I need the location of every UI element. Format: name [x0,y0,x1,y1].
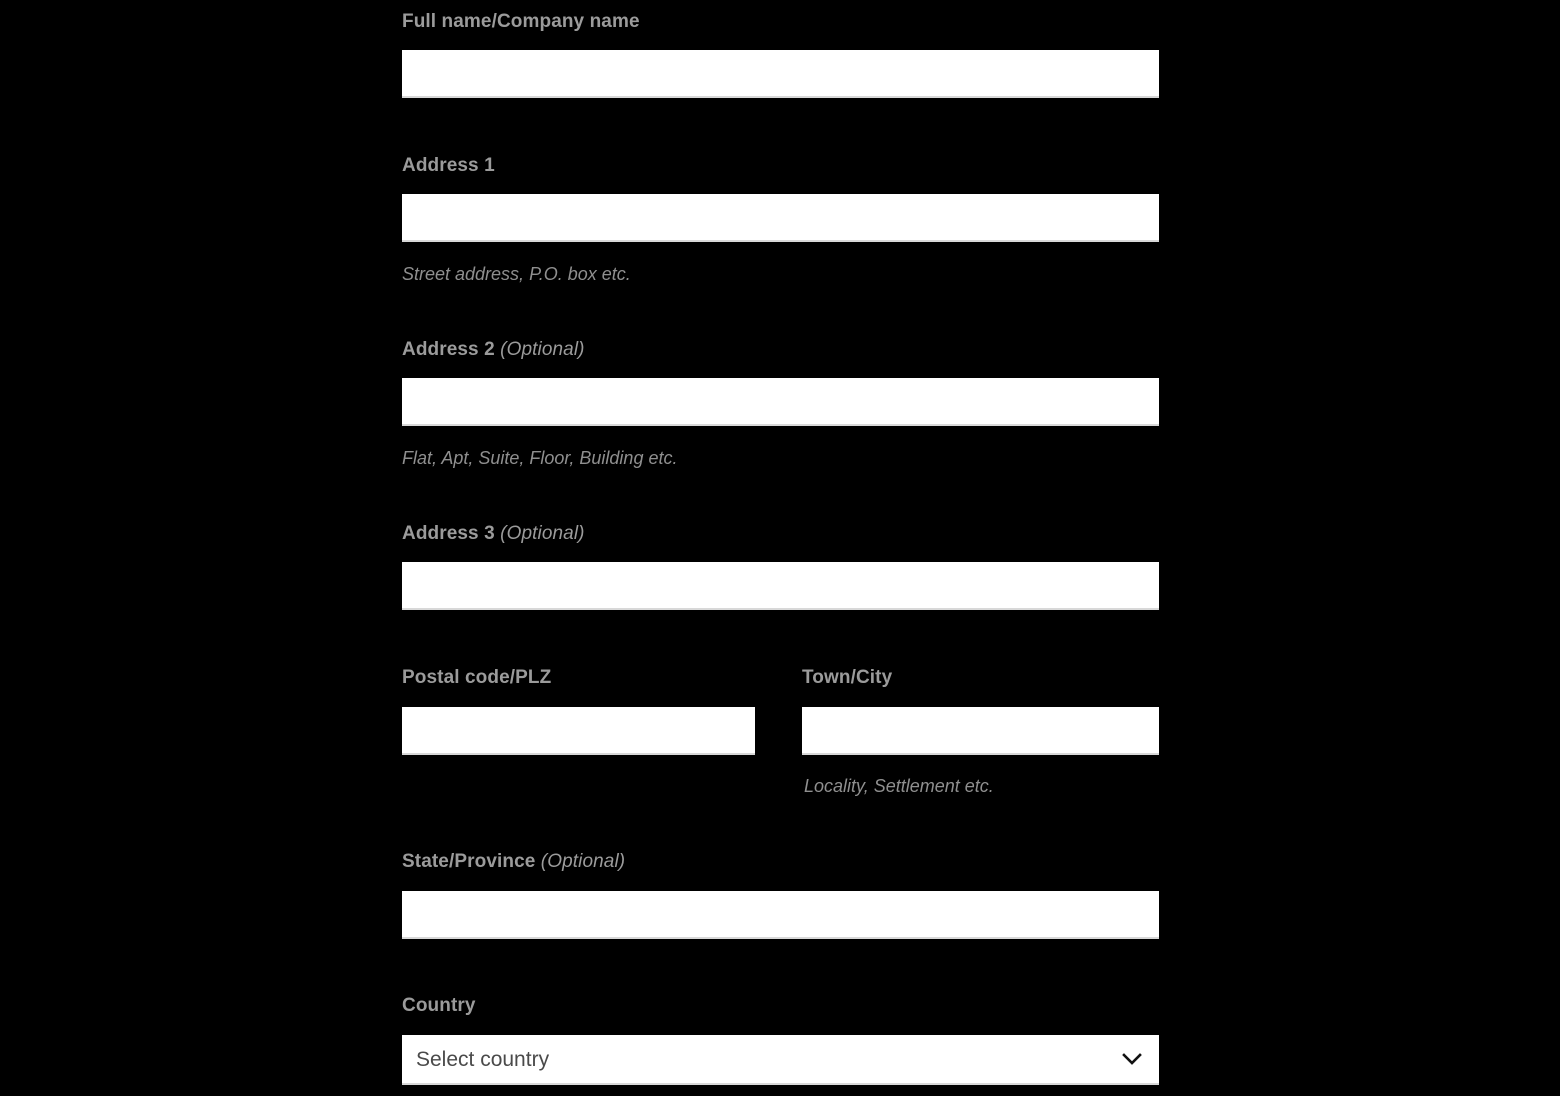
full-name-label [402,12,640,31]
full-name-input[interactable] [402,50,1159,98]
town-city-hint: Locality, Settlement etc. [804,776,994,796]
town-city-input[interactable] [802,707,1159,755]
address-1-label [402,156,495,175]
address-1-hint: Street address, P.O. box etc. [402,264,631,284]
country-label [402,996,476,1015]
state-province-optional-tag: (Optional) [540,851,626,872]
town-city-label-text: Town/City [802,667,893,688]
postal-code-input[interactable] [402,707,755,755]
postal-code-label [402,668,551,687]
address-3-input[interactable] [402,562,1159,610]
address-2-input[interactable] [402,378,1159,426]
address-3-label-text: Address 3 [402,523,495,544]
address-2-label [402,340,585,359]
country-select-value: Select country [416,1047,550,1071]
state-province-label [402,852,625,871]
address-3-optional-tag: (Optional) [500,523,585,544]
address-2-optional-tag: (Optional) [500,339,585,360]
address-2-hint: Flat, Apt, Suite, Floor, Building etc. [402,448,678,468]
town-city-label [802,668,892,687]
address-3-label [402,524,585,543]
country-label-text: Country [402,995,476,1016]
chevron-down-icon [1119,1046,1145,1072]
address-1-input[interactable] [402,194,1159,242]
state-province-label-text: State/Province [402,851,536,872]
country-select[interactable] [402,1035,1159,1085]
state-province-input[interactable] [402,891,1159,939]
full-name-label-text: Full name/Company name [402,11,640,32]
address-2-label-text: Address 2 [402,339,495,360]
address-1-label-text: Address 1 [402,155,495,176]
postal-code-label-text: Postal code/PLZ [402,667,552,688]
